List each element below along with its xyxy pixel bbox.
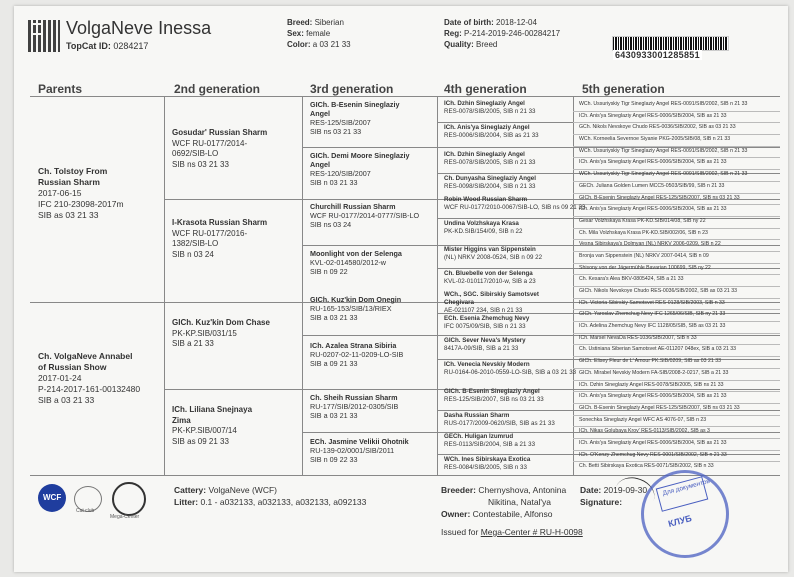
- gen2-line: WCF RU-0177/2014-: [172, 138, 248, 148]
- gen5-entry: Gesar Volzhskaya Krasa PK-KD.SIB/014/08, SIB ny 22: [579, 217, 706, 224]
- quality-row: [444, 39, 560, 50]
- gen5-entry: Ch. Ustiniana Siberian Samotsvet AE-011207 048ex, SIB a 03 21 33: [579, 346, 737, 353]
- gen5-entry: WCh. Ussuriyskiy Tigr Sineglaziy Angel RES-0091/SIB/2002, SIB n 21 33: [579, 171, 748, 178]
- dam-reg: P-214-2017-161-00132480: [38, 384, 141, 394]
- dob-row: [444, 17, 560, 28]
- dob-label: Date of birth:: [444, 18, 494, 27]
- col-divider-1: [164, 96, 165, 475]
- gen5-divider: [573, 403, 780, 404]
- quality-label: Quality:: [444, 40, 474, 49]
- gen2-entry: [172, 218, 267, 260]
- gen3-entry: [310, 393, 398, 420]
- topcat-label: TopCat ID:: [66, 41, 111, 51]
- gen2-entry: [172, 128, 267, 170]
- gen4-line: RES-125/SIB/2007, SIB ns 03 21 33: [444, 396, 544, 403]
- issued-row: [441, 526, 583, 538]
- breed-value: Siberian: [314, 18, 344, 27]
- gen3-entry: [310, 295, 401, 322]
- gen4-entry: [444, 412, 555, 428]
- gen3-name: Churchill Russian Sharm: [310, 202, 396, 211]
- sex-row: [287, 28, 351, 39]
- gen4-name: Ch. Bluebelle von der Selenga: [444, 270, 533, 277]
- gen3-entry: [310, 151, 409, 187]
- gen5-entry: Ch. Kesara's Alea BKV-0805424, SIB a 21 33: [579, 276, 684, 283]
- gen2-line: SIB as 09 21 33: [172, 436, 229, 446]
- gen4-name: GECh. Huligan Izumrud: [444, 433, 514, 440]
- column-header-gen4: 4th generation: [444, 82, 527, 96]
- stamp-top-text: Для документов: [661, 477, 711, 498]
- gen5-divider: [573, 122, 780, 123]
- gen4-name: Undina Volzhskaya Krasa: [444, 220, 519, 227]
- gen4-line: RES-0078/SIB/2005, SIB n 21 33: [444, 159, 536, 166]
- gen2-line: SIB a 21 33: [172, 339, 214, 348]
- stamp-center-text: КЛУБ: [667, 513, 693, 529]
- gen5-entry: Sonechka Sineglaziy Angel WFC AS 4076-07, SIB n 23: [579, 416, 707, 423]
- gen5-divider: [573, 309, 780, 310]
- gen4-entry: [444, 246, 542, 262]
- gen5-entry: ICh. Dzhin Sineglaziy Angel RES-0078/SIB/2005, SIB ns 21 33: [579, 381, 724, 388]
- gen4-name: ECh. Esenia Zhemchug Nevy: [444, 315, 530, 322]
- breed-info: [287, 17, 351, 50]
- gen3-line: RU-139-02/0001/SIB/2011: [310, 446, 395, 455]
- gen5-divider: [573, 169, 780, 170]
- gen5-divider: [573, 286, 780, 287]
- gen5-entry: GICh. Nikols Nevskoye Chudo RES-0036/SIB/2002, SIB as 03 21 33: [579, 288, 738, 294]
- gen3-line: SIB a 03 21 33: [310, 313, 358, 322]
- gen3-line: SIB n 03 21 33: [310, 178, 358, 187]
- gen4-entry: [444, 433, 535, 449]
- dam-dob: 2017-01-24: [38, 373, 82, 383]
- gen3-line: RES-120/SIB/2007: [310, 169, 371, 178]
- gen4-entry: [444, 337, 526, 353]
- qr-code-icon: [28, 20, 60, 52]
- gen4-name: ICh. Dzhin Sineglaziy Angel: [444, 151, 525, 158]
- gen5-divider: [573, 321, 780, 322]
- gen5-entry: WCh. Ussuriyskiy Tigr Sineglaziy Angel RES-0091/SIB/2002, SIB n 21 33: [579, 101, 748, 107]
- gen5-entry: Vesna Sibirskaya's Dolmyan (NL) NRKV 2006-0209, SIB n 22: [579, 241, 721, 248]
- gen5-divider: [573, 344, 780, 345]
- gen4-line: RES-0098/SIB/2004, SIB n 21 33: [444, 183, 536, 190]
- gen4-name: ICh. Dzhin Sineglaziy Angel: [444, 100, 525, 107]
- gen3-entry: [310, 202, 419, 229]
- gen4-name: GICh. Sever Neva's Mystery: [444, 337, 526, 344]
- gen5-divider: [573, 426, 780, 427]
- gen4-line: RES-0078/SIB/2005, SIB n 21 33: [444, 108, 536, 115]
- gen2-name: Zima: [172, 415, 191, 425]
- column-header-gen5: 5th generation: [582, 82, 665, 96]
- color-value: a 03 21 33: [312, 40, 351, 49]
- reg-row: [444, 28, 560, 39]
- gen4-line: AE-021107 234, SIB n 21 33: [444, 307, 523, 314]
- gen5-entry: ICh. Nikas Golubaya Krov' RES-0113/SIB/2002, SIB as 3: [579, 428, 710, 435]
- gen4-entry: [444, 220, 522, 236]
- gen5-entry: Bronja van Sippenstein (NL) NRKV 2007-0414, SIB n 09: [579, 252, 709, 259]
- gen3-line: KVL-02-014580/2012-w: [310, 258, 386, 267]
- reg-label: Reg:: [444, 29, 462, 38]
- gen5-divider: [573, 356, 780, 357]
- gen5-entry: Ch. Betti Sibirskaya Exotica RES-0071/SIB/2002, SIB n 33: [579, 463, 714, 470]
- gen5-entry: ICh. O'Kenzy Zhemchug Nevy RES-0001/SIB/2002, SIB n 21 33: [579, 451, 727, 458]
- date-label: Date:: [580, 485, 602, 495]
- gen4-line: KVL-02-010117/2010-w, SIB a 23: [444, 278, 536, 285]
- gen2-name: Gosudar' Russian Sharm: [172, 128, 268, 137]
- gen5-entry: ICh. Victoria Sibirskiy Samotsvet RES-0128/SIB/2003, SIB n 33: [579, 299, 725, 306]
- gen5-divider: [573, 216, 780, 217]
- topcat-id: [66, 41, 148, 51]
- gen3-line: RU-177/SIB/2012-0305/SIB: [310, 402, 399, 411]
- gen4-name: Mister Higgins van Sippenstein: [444, 246, 536, 253]
- gen3-name: ICh. Azalea Strana Sibiria: [310, 341, 397, 350]
- gen5-entry: ICh. Marsel NevaDa RES-1036/SIB/2007, SIB n 33: [579, 334, 697, 341]
- gen3-line: RU-165-153/SIB/13/RIEX: [310, 304, 392, 313]
- litter-label: Litter:: [174, 497, 199, 507]
- gen4-line: RES-0084/SIB/2005, SIB n 33: [444, 464, 527, 471]
- breeder-label: Breeder:: [441, 485, 476, 495]
- gen2-name: I-Krasota Russian Sharm: [172, 218, 268, 227]
- gen2-name: GICh. Kuz'kin Dom Chase: [172, 318, 270, 327]
- sire-dob: 2017-06-15: [38, 188, 82, 198]
- quality-value: Breed: [476, 40, 498, 49]
- gen3-name: Angel: [310, 109, 330, 118]
- gen3-name: ECh. Jasmine Velikii Ohotnik: [310, 437, 409, 446]
- gen3-entry: [310, 341, 403, 368]
- gen4-line: 8417A-09/SIB, SIB a 21 33: [444, 345, 519, 352]
- gen5-divider: [573, 157, 780, 158]
- column-header-gen2: 2nd generation: [174, 82, 261, 96]
- cattery-row: [174, 484, 366, 496]
- gen5-entry: GICh. B-Esenin Sineglaziy Angel RES-125/SIB/2007, SIB ns 03 21 33: [579, 404, 740, 411]
- sire-name-line2: Russian Sharm: [38, 177, 100, 187]
- gen3-entry: [310, 437, 409, 464]
- barcode-number: 6430933001285851: [615, 50, 700, 60]
- registration-info: [444, 17, 560, 50]
- gen3-name: Angel: [310, 160, 330, 169]
- gen3-entry: [310, 249, 402, 276]
- gen3-line: WCF RU-0177/2014-0777/SIB-LO: [310, 211, 420, 220]
- breeder-info: [441, 484, 566, 520]
- gen5-entry: ICh. Anis'ya Sineglaziy Angel RES-0006/SIB/2004, SIB as 21 33: [579, 159, 727, 166]
- gen4-entry: [444, 456, 530, 472]
- gen3-line: RES-125/SIB/2007: [310, 118, 371, 127]
- breed-label: Breed:: [287, 18, 313, 27]
- gen2-line: WCF RU-0177/2016-: [172, 228, 248, 238]
- barcode-sticker: [612, 36, 729, 51]
- gen3-line: SIB ns 03 21 33: [310, 127, 362, 136]
- gen3-line: SIB a 03 21 33: [310, 411, 358, 420]
- gen4-entry: [444, 196, 585, 212]
- gen2-line: SIB n 03 24: [172, 249, 214, 259]
- gen4-name: WCh. Ines Sibirskaya Exotica: [444, 456, 531, 463]
- gen4-name: Robin Wood Russian Sharm: [444, 196, 528, 203]
- dam-name-line2: of Russian Show: [38, 362, 107, 372]
- issued-value: Mega-Center # RU-H-0098: [480, 527, 583, 537]
- gen5-entry: ICh. Anis'ya Sineglaziy Angel RES-0006/SIB/2004, SIB as 21 33: [579, 206, 727, 213]
- gen5-divider: [573, 461, 780, 462]
- owner-value: Contestabile, Alfonso: [472, 509, 553, 519]
- gen4-line: (NL) NRKV 2008-0524, SIB n 09 22: [444, 254, 543, 261]
- gen5-entry: GICh. Yaroslav Zhemchug Nevy IFC 1265/06/SIB, SIB ny 21 33: [579, 311, 726, 318]
- gen5-entry: GICh. Mirabel Nevskiy Modern FA-SIB/2008-2-0217, SIB a 21 33: [579, 369, 729, 376]
- gen4-entry: [444, 291, 539, 315]
- col-divider-3: [437, 96, 438, 475]
- breeder-value: Chernyshova, Antonina: [478, 485, 567, 495]
- gen2-line: SIB ns 03 21 33: [172, 159, 229, 169]
- gen2-entry: [172, 318, 270, 350]
- gen4-name: Dasha Russian Sharm: [444, 412, 510, 419]
- gen5-entry: WCh. Ussuriyskiy Tigr Sineglaziy Angel RES-0091/SIB/2002, SIB n 21 33: [579, 147, 748, 154]
- color-row: [287, 39, 351, 50]
- gen4-entry: [444, 124, 539, 140]
- owner-label: Owner:: [441, 509, 471, 519]
- gen5-divider: [573, 438, 780, 439]
- sex-label: Sex:: [287, 29, 304, 38]
- dob-value: 2018-12-04: [496, 18, 537, 27]
- sire-name-line1: Ch. Tolstoy From: [38, 166, 108, 176]
- sex-value: female: [306, 29, 331, 38]
- gen4-line: IFC 0075/09/SIB, SIB n 21 33: [444, 323, 526, 330]
- dam-name-line1: Ch. VolgaNeve Annabel: [38, 351, 133, 361]
- signature-label: Signature:: [580, 497, 623, 507]
- cattery-info: [174, 484, 366, 508]
- gen4-entry: [444, 315, 529, 331]
- gen5-entry: ICh. Anis'ya Sineglaziy Angel RES-0006/SIB/2004, SIB as 21 33: [579, 439, 727, 446]
- gen5-divider: [573, 204, 780, 205]
- breeder-row: [441, 484, 566, 496]
- gen5-divider: [573, 274, 780, 275]
- gen4-name: GICh. B-Esenin Sineglaziy Angel: [444, 388, 540, 395]
- gen4-line: RES-0006/SIB/2004, SIB as 21 33: [444, 132, 539, 139]
- gen5-entry: Ch. Mila Volzhskaya Krasa PK-KD.SIB/002/06, SIB n 23: [579, 229, 708, 236]
- cat-club-logo-text: Cat club: [76, 508, 95, 514]
- gen5-entry: GCh. Nikols Nevskoye Chudo RES-0036/SIB/2002, SIB as 03 21 33: [579, 124, 736, 131]
- parent-sire: [38, 166, 124, 221]
- gen5-entry: WCh. Korneelia Severnoe Siyanie PKG-2005/SIB/08, SIB n 21 33: [579, 136, 731, 143]
- gen5-entry: GICh. B-Esenin Sineglaziy Angel RES-125/SIB/2007, SIB ns 03 21 33: [579, 194, 740, 201]
- column-header-gen3: 3rd generation: [310, 82, 394, 96]
- mega-center-logo-icon: [112, 482, 146, 516]
- gen4-line: RU-0164-06-2010-0559-LO-SIB, SIB a 03 21 33: [444, 369, 577, 376]
- gen3-line: SIB a 09 21 33: [310, 359, 358, 368]
- gen4-entry: [444, 270, 536, 286]
- gen2-line: PK-KP.SIB/031/15: [172, 328, 237, 338]
- gen5-entry: GECh. Juliana Golden Lumen MCC5-0503/SIB/99, SIB n 21 33: [579, 182, 725, 189]
- gen3-name: Moonlight von der Selenga: [310, 249, 402, 258]
- gen3-name: GICh. B-Esenin Sineglaziy: [310, 100, 400, 109]
- issued-label: Issued for: [441, 527, 479, 537]
- gen4-name: ICh. Anis'ya Sineglaziy Angel: [444, 124, 530, 131]
- gen5-divider: [573, 134, 780, 135]
- gen2-line: PK-KP.SIB/007/14: [172, 426, 237, 435]
- breeder-value-2: Nikitina, Natal'ya: [488, 497, 552, 507]
- gen4-name: Chegivara: [444, 299, 474, 306]
- gen4-line: WCF RU-0177/2010-0067/SIB-LO, SIB ns 09 21 33: [444, 204, 586, 211]
- dam-color: SIB a 03 21 33: [38, 395, 95, 405]
- sire-reg: IFC 210-23098-2017m: [38, 199, 124, 209]
- gen3-line: SIB n 09 22: [310, 267, 348, 276]
- litter-row: [174, 496, 366, 508]
- col-divider-2: [302, 96, 303, 475]
- breed-row: [287, 17, 351, 28]
- gen5-entry: GICh. Elisey Fleur de L' Amour PK.SIB/0209, SIB as 03 21 33: [579, 358, 721, 365]
- gen4-entry: [444, 361, 576, 377]
- gen4-name: ICh. Venecia Nevskiy Modern: [444, 361, 530, 368]
- date-value: 2019-09-30: [603, 485, 648, 495]
- header-divider: [30, 96, 780, 97]
- gen4-entry: [444, 388, 544, 404]
- gen4-name: WCh., SGC. Sibirskiy Samotsvet: [444, 291, 539, 298]
- parent-dam: [38, 351, 140, 406]
- gen4-entry: [444, 151, 536, 167]
- gen3-name: GICh. Demi Moore Sineglaziy: [310, 151, 410, 160]
- gen2-name: ICh. Liliana Snejnaya: [172, 405, 253, 414]
- cat-name-title: VolgaNeve Inessa: [66, 18, 212, 38]
- gen5-entry: ICh. Adelina Zhemchug Nevy IFC 1128/05/SIB, SIB as 03 21 33: [579, 323, 726, 330]
- gen2-entry: [172, 405, 252, 447]
- gen4-line: RES-0113/SIB/2004, SIB a 21 33: [444, 441, 536, 448]
- owner-row: [441, 508, 566, 520]
- gen5-divider: [573, 251, 780, 252]
- gen5-divider: [573, 239, 780, 240]
- color-label: Color:: [287, 40, 311, 49]
- gen3-line: SIB n 09 22 33: [310, 455, 358, 464]
- gen3-line: RU-0207-02-11-0209-LO-SIB: [310, 350, 404, 359]
- cattery-label: Cattery:: [174, 485, 207, 495]
- gen3-line: SIB ns 03 24: [310, 220, 352, 229]
- mega-center-logo-text: Mega-Center: [110, 514, 140, 520]
- gen3-name: Ch. Sheih Russian Sharm: [310, 393, 398, 402]
- gen3-name: GICh. Kuz'kin Dom Onegin: [310, 295, 402, 304]
- gen5-entry: ICh. Anis'ya Sineglaziy Angel RES-0006/SIB/2004, SIB as 21 33: [579, 393, 727, 400]
- topcat-value: 0284217: [113, 41, 149, 51]
- gen2-line: 0692/SIB-LO: [172, 149, 219, 158]
- gen4-entry: [444, 175, 536, 191]
- gen5-entry: ICh. Anis'ya Sineglaziy Angel RES-0006/SIB/2004, SIB as 21 33: [579, 112, 727, 119]
- column-header-parents: Parents: [38, 82, 83, 96]
- gen4-line: RUS-0177/2009-0620/SIB, SIB as 21 33: [444, 420, 555, 427]
- gen4-name: Ch. Dunyasha Sineglaziy Angel: [444, 175, 536, 182]
- cattery-value: VolgaNeve (WCF): [208, 485, 277, 495]
- wcf-logo-text: WCF: [43, 493, 62, 502]
- gen4-entry: [444, 100, 536, 116]
- gen5-entry: Shisony von der Jägermühle Bavarian 100699, SIB ny 22: [579, 264, 711, 271]
- gen5-divider: [573, 391, 780, 392]
- gen4-line: PK-KD.SIB/154/09, SIB n 22: [444, 228, 523, 235]
- reg-value: P-214-2019-246-00284217: [464, 29, 561, 38]
- gen3-entry: [310, 100, 399, 136]
- litter-value: 0.1 - a032133, a032133, a032133, a092133: [200, 497, 367, 507]
- gen2-line: 1382/SIB-LO: [172, 239, 219, 248]
- sire-color: SIB as 03 21 33: [38, 210, 99, 220]
